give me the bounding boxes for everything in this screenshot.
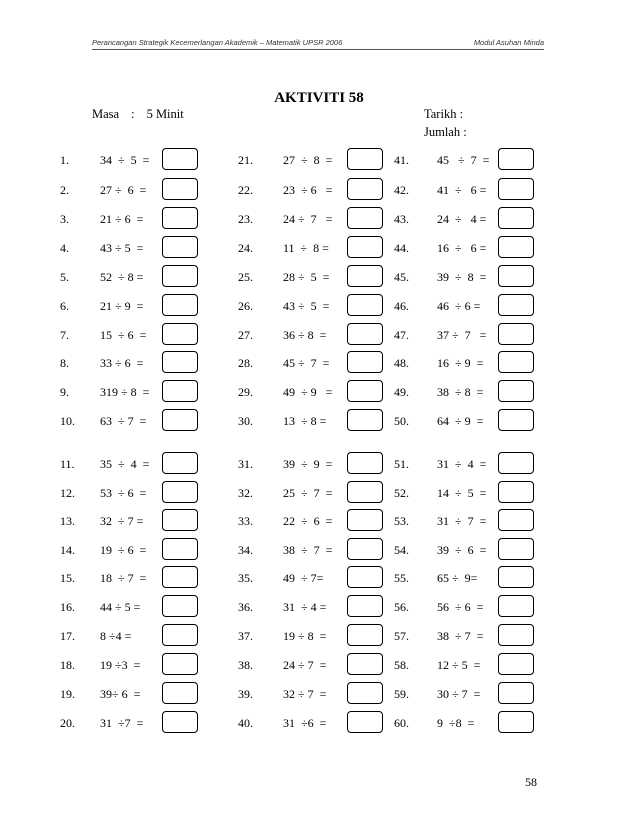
division-expression: 21 ÷ 6 = [100,212,144,226]
question-number: 33. [238,514,253,528]
jumlah-line [424,125,467,140]
question-row [0,148,638,172]
division-expression: 16 ÷ 6 = [437,241,487,255]
division-expression: 49 ÷ 9 = [283,385,333,399]
question-number: 9. [60,385,69,399]
question-number: 41. [394,153,409,167]
division-expression: 44 ÷ 5 = [100,600,141,614]
division-expression: 25 ÷ 7 = [283,486,333,500]
division-expression: 39 ÷ 6 = [437,543,487,557]
question-number: 34. [238,543,253,557]
question-row [0,207,638,231]
division-expression: 12 ÷ 5 = [437,658,481,672]
division-expression: 24 ÷ 4 = [437,212,487,226]
division-expression: 41 ÷ 6 = [437,183,487,197]
division-expression: 24 ÷ 7 = [283,658,327,672]
page-title: AKTIVITI 58 [274,90,364,106]
division-expression: 31 ÷ 7 = [437,514,487,528]
answer-box[interactable] [498,294,534,316]
answer-box[interactable] [498,380,534,402]
division-expression: 14 ÷ 5 = [437,486,487,500]
question-row [0,409,638,433]
division-expression: 35 ÷ 4 = [100,457,150,471]
division-expression: 38 ÷ 7 = [283,543,333,557]
question-number: 10. [60,414,75,428]
question-number: 35. [238,571,253,585]
masa-separator: : [131,107,135,121]
question-number: 56. [394,600,409,614]
question-number: 16. [60,600,75,614]
masa-line [92,107,184,122]
division-expression: 38 ÷ 8 = [437,385,484,399]
division-expression: 21 ÷ 9 = [100,299,144,313]
question-number: 47. [394,328,409,342]
question-number: 50. [394,414,409,428]
division-expression: 38 ÷ 7 = [437,629,484,643]
question-number: 31. [238,457,253,471]
question-number: 22. [238,183,253,197]
question-number: 60. [394,716,409,730]
question-number: 53. [394,514,409,528]
division-expression: 65 ÷ 9= [437,571,478,585]
question-number: 20. [60,716,75,730]
question-number: 57. [394,629,409,643]
answer-box[interactable] [498,481,534,503]
question-row [0,624,638,648]
division-expression: 52 ÷ 8 = [100,270,144,284]
question-number: 5. [60,270,69,284]
question-number: 24. [238,241,253,255]
division-expression: 9 ÷8 = [437,716,475,730]
division-expression: 13 ÷ 8 = [283,414,327,428]
question-number: 28. [238,356,253,370]
question-number: 12. [60,486,75,500]
division-expression: 15 ÷ 6 = [100,328,147,342]
question-number: 49. [394,385,409,399]
answer-box[interactable] [498,148,534,170]
question-number: 58. [394,658,409,672]
question-row [0,538,638,562]
question-number: 25. [238,270,253,284]
answer-box[interactable] [498,595,534,617]
question-number: 48. [394,356,409,370]
question-number: 14. [60,543,75,557]
division-expression: 31 ÷ 4 = [437,457,487,471]
question-number: 1. [60,153,69,167]
question-number: 38. [238,658,253,672]
question-number: 43. [394,212,409,226]
division-expression: 53 ÷ 6 = [100,486,147,500]
division-expression: 31 ÷6 = [283,716,327,730]
division-expression: 39 ÷ 8 = [437,270,487,284]
question-row [0,509,638,533]
division-expression: 30 ÷ 7 = [437,687,481,701]
question-number: 3. [60,212,69,226]
division-expression: 24 ÷ 7 = [283,212,333,226]
question-number: 40. [238,716,253,730]
question-number: 17. [60,629,75,643]
question-row [0,711,638,735]
tarikh-line [424,107,463,122]
tarikh-separator: : [459,107,464,121]
division-expression: 43 ÷ 5 = [283,299,330,313]
question-number: 44. [394,241,409,255]
answer-box[interactable] [498,538,534,560]
division-expression: 32 ÷ 7 = [100,514,144,528]
question-number: 51. [394,457,409,471]
division-expression: 39 ÷ 9 = [283,457,333,471]
question-number: 29. [238,385,253,399]
page-number: 58 [525,775,537,789]
tarikh-label: Tarikh [424,107,457,121]
division-expression: 19 ÷ 8 = [283,629,327,643]
question-row [0,380,638,404]
masa-value: 5 Minit [146,107,184,121]
question-row [0,481,638,505]
division-expression: 46 ÷ 6 = [437,299,481,313]
division-expression: 319 ÷ 8 = [100,385,150,399]
question-row [0,351,638,375]
division-expression: 23 ÷ 6 = [283,183,333,197]
answer-box[interactable] [498,624,534,646]
question-row [0,653,638,677]
question-number: 6. [60,299,69,313]
division-expression: 19 ÷ 6 = [100,543,147,557]
question-number: 26. [238,299,253,313]
question-number: 59. [394,687,409,701]
division-expression: 27 ÷ 6 = [100,183,147,197]
question-number: 7. [60,328,69,342]
division-expression: 27 ÷ 8 = [283,153,333,167]
question-number: 55. [394,571,409,585]
header-left-text: Perancangan Strategik Kecemerlangan Akademik – Matematik UPSR 2006 [92,38,343,47]
question-number: 4. [60,241,69,255]
division-expression: 16 ÷ 9 = [437,356,484,370]
question-number: 8. [60,356,69,370]
question-row [0,595,638,619]
answer-box[interactable] [498,653,534,675]
header-right-text: Modul Asuhan Minda [473,38,544,47]
question-number: 18. [60,658,75,672]
question-number: 30. [238,414,253,428]
question-number: 19. [60,687,75,701]
division-expression: 31 ÷ 4 = [283,600,327,614]
question-number: 42. [394,183,409,197]
answer-box[interactable] [498,566,534,588]
division-expression: 45 ÷ 7 = [283,356,330,370]
answer-box[interactable] [498,509,534,531]
answer-box[interactable] [498,682,534,704]
division-expression: 64 ÷ 9 = [437,414,484,428]
division-expression: 56 ÷ 6 = [437,600,484,614]
answer-box[interactable] [498,265,534,287]
division-expression: 19 ÷3 = [100,658,141,672]
answer-box[interactable] [498,351,534,373]
question-number: 32. [238,486,253,500]
jumlah-label: Jumlah [424,125,461,139]
division-expression: 8 ÷4 = [100,629,132,643]
answer-box[interactable] [498,323,534,345]
division-expression: 39÷ 6 = [100,687,141,701]
division-expression: 28 ÷ 5 = [283,270,330,284]
answer-box[interactable] [498,178,534,200]
answer-box[interactable] [498,452,534,474]
question-row [0,236,638,260]
question-number: 54. [394,543,409,557]
question-number: 27. [238,328,253,342]
division-expression: 36 ÷ 8 = [283,328,327,342]
division-expression: 43 ÷ 5 = [100,241,144,255]
question-number: 21. [238,153,253,167]
division-expression: 49 ÷ 7= [283,571,324,585]
answer-box[interactable] [498,711,534,733]
question-number: 39. [238,687,253,701]
question-row [0,566,638,590]
question-row [0,452,638,476]
question-number: 2. [60,183,69,197]
question-number: 46. [394,299,409,313]
division-expression: 18 ÷ 7 = [100,571,147,585]
division-expression: 32 ÷ 7 = [283,687,327,701]
division-expression: 34 ÷ 5 = [100,153,150,167]
answer-box[interactable] [498,409,534,431]
division-expression: 22 ÷ 6 = [283,514,333,528]
division-expression: 11 ÷ 8 = [283,241,329,255]
division-expression: 63 ÷ 7 = [100,414,147,428]
division-expression: 31 ÷7 = [100,716,144,730]
question-number: 37. [238,629,253,643]
division-expression: 45 ÷ 7 = [437,153,490,167]
answer-box[interactable] [498,207,534,229]
question-number: 36. [238,600,253,614]
question-number: 15. [60,571,75,585]
question-number: 45. [394,270,409,284]
question-row [0,294,638,318]
masa-label: Masa [92,107,120,121]
question-row [0,323,638,347]
page-header [92,37,544,50]
question-number: 23. [238,212,253,226]
question-row [0,265,638,289]
division-expression: 37 ÷ 7 = [437,328,487,342]
question-number: 11. [60,457,75,471]
answer-box[interactable] [498,236,534,258]
question-row [0,178,638,202]
division-expression: 33 ÷ 6 = [100,356,144,370]
question-number: 52. [394,486,409,500]
jumlah-separator: : [463,125,467,139]
question-number: 13. [60,514,75,528]
question-row [0,682,638,706]
